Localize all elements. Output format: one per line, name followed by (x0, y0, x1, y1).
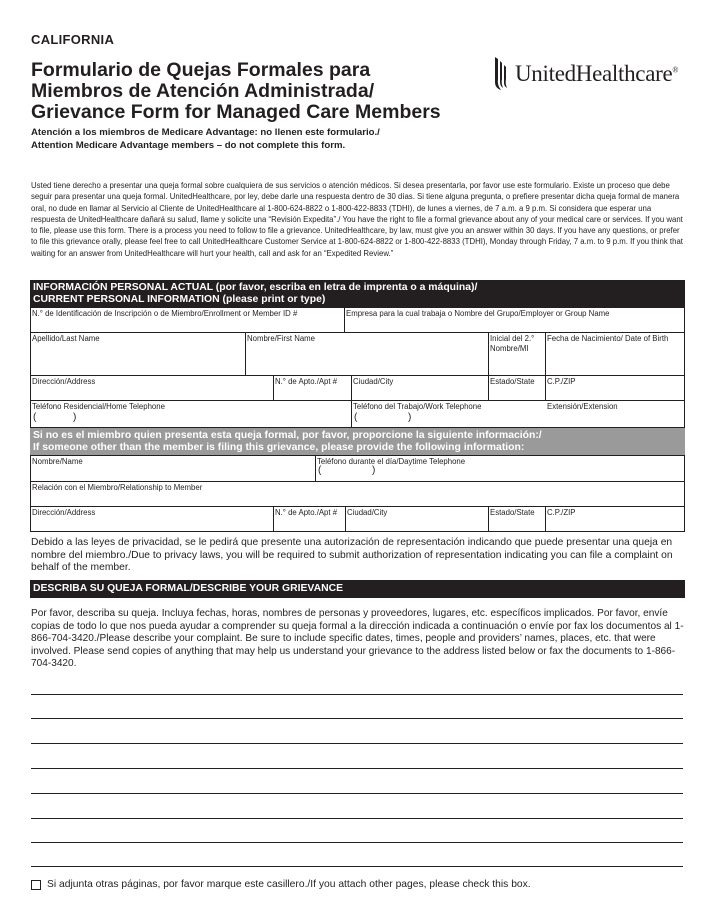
rights-paragraph: Usted tiene derecho a presentar una queja formal sobre cualquiera de sus servicios o atención médicos. Si desea presentarla, por favor use este formulario. Existe un proceso que debe seguir para presentar una queja formal. UnitedHealthcare, por ley, debe darle una respuesta dentro de 30 días. Si tiene alguna pregunta, o prefiere presentar dicha queja formal de manera oral, no dude en llamar al Servicio al Cliente de UnitedHealthcare al 1-800-624-8822 o 1-800-422-8833 (TDHI), de lunes a viernes, de 7 a.m. a 9 p.m. Si considera que esperar una respuesta de UnitedHealthcare dañará su salud, llame y solicite una “Revisión Expedita”./ You have the right to file a formal grievance about any of your medical care or services. If you want to file, please use this form. There is a process you need to follow to file a grievance. UnitedHealthcare, by law, must give you an answer within 30 days. If you have any questions, or prefer to file this grievance orally, please feel free to call UnitedHealthcare Customer Service at 1-800-624-8822 or 1-800-422-8833 (TDHI), Monday through Friday, 7 a.m. to 9 p.m. If you think that waiting for an answer from UnitedHealthcare will hurt your health, call and ask for an “Expedited Review.” (31, 181, 683, 258)
city-field[interactable]: Ciudad/City (353, 377, 394, 386)
section-heading-es: Si no es el miembro quien presenta esta queja formal, por favor, proporcione la siguiente información:/ (33, 430, 542, 441)
writing-line (31, 818, 683, 819)
section-grievance-header: DESCRIBA SU QUEJA FORMAL/DESCRIBE YOUR GRIEVANCE (30, 580, 685, 598)
rep-state-field[interactable]: Estado/State (490, 508, 535, 517)
section-heading-en: If someone other than the member is filing this grievance, please provide the following information: (33, 442, 525, 453)
section-representative-header (30, 428, 685, 455)
area-code-close: ) (408, 412, 412, 423)
writing-line (31, 842, 683, 843)
attach-pages-checkbox[interactable] (31, 880, 41, 890)
area-code-open: ( (33, 412, 37, 423)
privacy-notice: Debido a las leyes de privacidad, se le pedirá que presente una autorización de representación indicando que puede presentar una queja en nombre del miembro./Due to privacy laws, you will be required to submit authorization of representation indicating you can file a complaint on behalf of the member. (31, 537, 673, 573)
attention-notice (31, 127, 380, 152)
home-phone-field[interactable]: Teléfono Residencial/Home Telephone (32, 402, 165, 411)
title-line: Grievance Form for Managed Care Members (31, 101, 441, 123)
rep-zip-field[interactable]: C.P./ZIP (547, 508, 576, 517)
attach-pages-label: Si adjunta otras páginas, por favor marque este casillero./If you attach other pages, please check this box. (47, 879, 531, 890)
member-id-field[interactable]: N.° de Identificación de Inscripción o de Miembro/Enrollment or Member ID # (32, 309, 298, 318)
writing-line (31, 694, 683, 695)
relationship-field[interactable]: Relación con el Miembro/Relationship to Member (32, 483, 203, 492)
section-current-info-header (30, 280, 685, 308)
unitedhealthcare-logo (489, 55, 689, 95)
attach-pages-row (31, 879, 531, 890)
rep-apt-field[interactable]: N.° de Apto./Apt # (275, 508, 338, 517)
form-title (31, 60, 481, 123)
apt-field[interactable]: N.° de Apto./Apt # (275, 377, 338, 386)
title-line: Miembros de Atención Administrada/ (31, 80, 375, 102)
rep-address-field[interactable]: Dirección/Address (32, 508, 96, 517)
registered-mark: ® (672, 65, 679, 75)
logo-mark-icon (489, 55, 511, 93)
zip-field[interactable]: C.P./ZIP (547, 377, 576, 386)
attention-es: Atención a los miembros de Medicare Advantage: no llenen este formulario./ (31, 127, 380, 138)
area-code-open: ( (318, 465, 322, 476)
state-field[interactable]: Estado/State (490, 377, 535, 386)
first-name-field[interactable]: Nombre/First Name (247, 334, 316, 343)
extension-field[interactable]: Extensión/Extension (547, 402, 618, 411)
grievance-instructions: Por favor, describa su queja. Incluya fechas, horas, nombres de personas y proveedores, lugares, etc. específicos implicados. Por favor, envíe copias de todo lo que nos pueda ayudar a comprender su queja formal a la dirección indicada a continuación o envíe por fax los documentos al 1-866-704-3420./Please describe your complaint. Be sure to include specific dates, times, people and providers’ names, places, etc. that were involved. Please send copies of anything that may help us understand your grievance to the address listed below or fax the documents to 1-866-704-3420. (31, 608, 684, 670)
area-code-close: ) (73, 412, 77, 423)
rep-daytime-phone-field[interactable]: Teléfono durante el día/Daytime Telephone (317, 457, 466, 466)
area-code-open: ( (354, 412, 358, 423)
employer-field[interactable]: Empresa para la cual trabaja o Nombre del Grupo/Employer or Group Name (346, 309, 610, 318)
area-code-close: ) (372, 465, 376, 476)
writing-line (31, 768, 683, 769)
writing-line (31, 718, 683, 719)
middle-initial-field[interactable]: Inicial del 2.° Nombre/MI (490, 334, 535, 353)
rep-name-field[interactable]: Nombre/Name (32, 457, 83, 466)
address-field[interactable]: Dirección/Address (32, 377, 96, 386)
last-name-field[interactable]: Apellido/Last Name (32, 334, 100, 343)
state-label: CALIFORNIA (31, 32, 115, 47)
dob-field[interactable]: Fecha de Nacimiento/ Date of Birth (547, 334, 669, 343)
rep-city-field[interactable]: Ciudad/City (347, 508, 388, 517)
writing-line (31, 866, 683, 867)
title-line: Formulario de Quejas Formales para (31, 59, 371, 81)
work-phone-field[interactable]: Teléfono del Trabajo/Work Telephone (353, 402, 482, 411)
section-heading-es: INFORMACIÓN PERSONAL ACTUAL (por favor, escriba en letra de imprenta o a máquina)/ (33, 282, 478, 293)
attention-en: Attention Medicare Advantage members – do not complete this form. (31, 139, 346, 151)
writing-line (31, 793, 683, 794)
section-heading-en: CURRENT PERSONAL INFORMATION (please print or type) (33, 294, 326, 305)
logo-text: UnitedHealthcare (515, 61, 673, 86)
writing-line (31, 743, 683, 744)
